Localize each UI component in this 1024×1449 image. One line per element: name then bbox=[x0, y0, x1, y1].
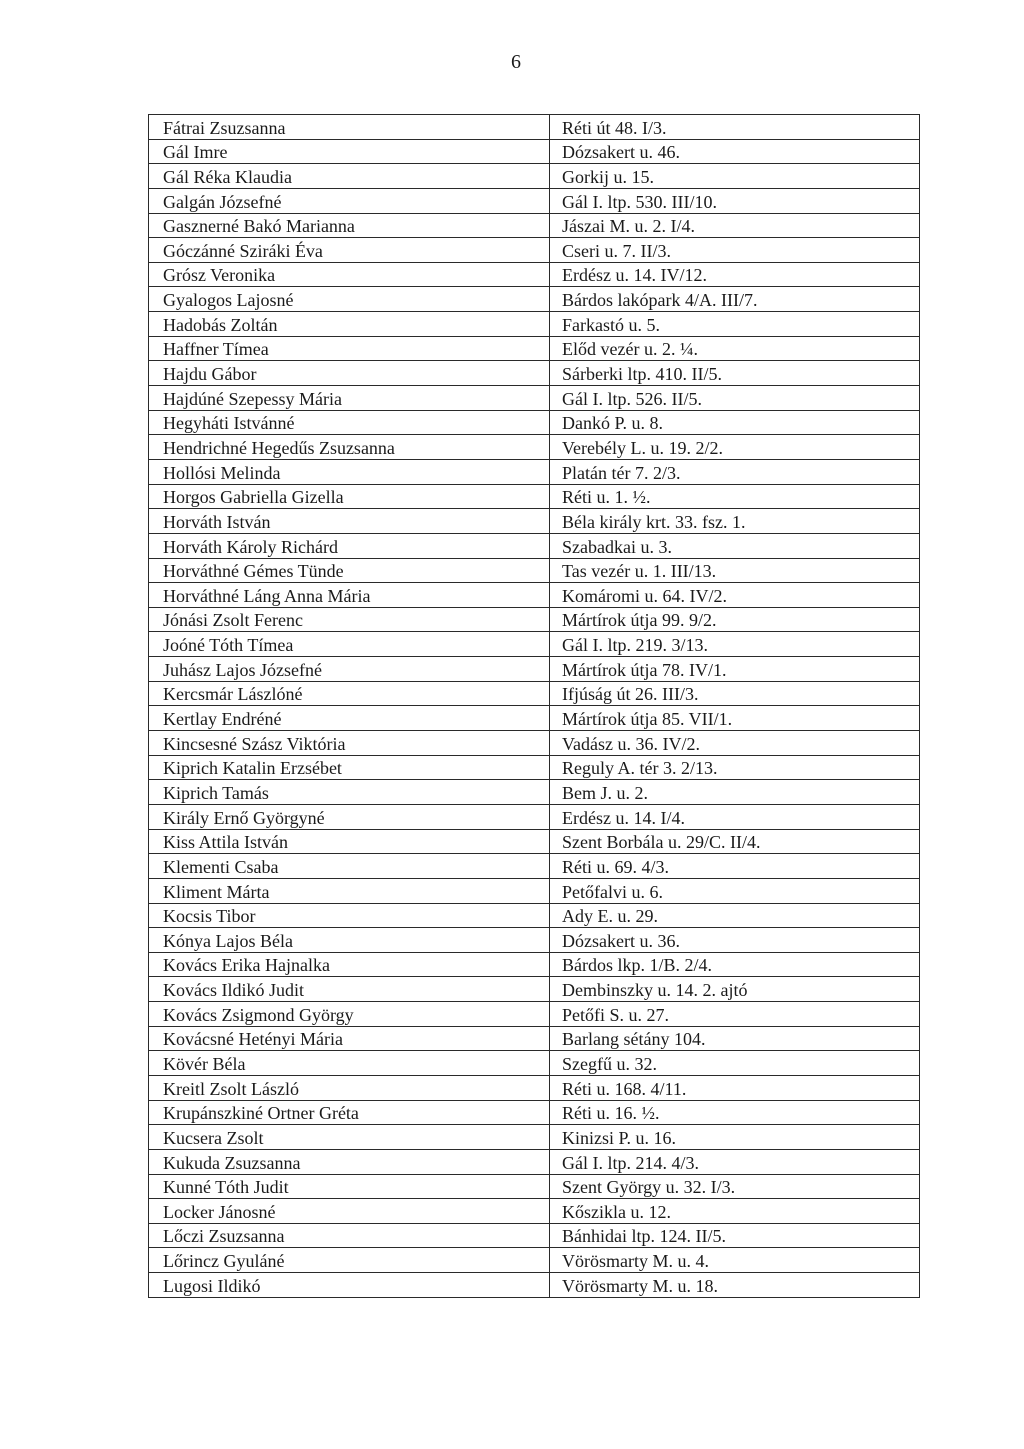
address-cell: Szent György u. 32. I/3. bbox=[550, 1174, 920, 1199]
address-cell: Cseri u. 7. II/3. bbox=[550, 238, 920, 263]
address-cell: Réti u. 16. ½. bbox=[550, 1100, 920, 1125]
address-cell: Dembinszky u. 14. 2. ajtó bbox=[550, 977, 920, 1002]
address-cell: Béla király krt. 33. fsz. 1. bbox=[550, 509, 920, 534]
address-cell: Kőszikla u. 12. bbox=[550, 1199, 920, 1224]
person-name-cell: Kövér Béla bbox=[149, 1051, 550, 1076]
person-name-cell: Kovács Zsigmond György bbox=[149, 1002, 550, 1027]
person-name-cell: Krupánszkiné Ortner Gréta bbox=[149, 1100, 550, 1125]
address-cell: Vadász u. 36. IV/2. bbox=[550, 731, 920, 756]
address-cell: Gál I. ltp. 530. III/10. bbox=[550, 188, 920, 213]
table-row bbox=[149, 139, 920, 164]
address-cell: Kinizsi P. u. 16. bbox=[550, 1125, 920, 1150]
person-name-cell: Horváth Károly Richárd bbox=[149, 533, 550, 558]
table-row bbox=[149, 657, 920, 682]
person-name-cell: Kocsis Tibor bbox=[149, 903, 550, 928]
person-name-cell: Hendrichné Hegedűs Zsuzsanna bbox=[149, 435, 550, 460]
person-name-cell: Kreitl Zsolt László bbox=[149, 1075, 550, 1100]
address-cell: Réti út 48. I/3. bbox=[550, 115, 920, 140]
person-name-cell: Horgos Gabriella Gizella bbox=[149, 484, 550, 509]
address-cell: Verebély L. u. 19. 2/2. bbox=[550, 435, 920, 460]
table-body bbox=[149, 115, 920, 1298]
address-cell: Erdész u. 14. I/4. bbox=[550, 804, 920, 829]
address-cell: Dózsakert u. 36. bbox=[550, 928, 920, 953]
table-row bbox=[149, 854, 920, 879]
table-row bbox=[149, 287, 920, 312]
name-address-table bbox=[148, 114, 920, 1298]
person-name-cell: Fátrai Zsuzsanna bbox=[149, 115, 550, 140]
table-row bbox=[149, 1174, 920, 1199]
address-cell: Gál I. ltp. 214. 4/3. bbox=[550, 1149, 920, 1174]
person-name-cell: Hajdúné Szepessy Mária bbox=[149, 386, 550, 411]
table-row bbox=[149, 632, 920, 657]
person-name-cell: Kovács Ildikó Judit bbox=[149, 977, 550, 1002]
person-name-cell: Galgán Józsefné bbox=[149, 188, 550, 213]
person-name-cell: Kincsesné Szász Viktória bbox=[149, 731, 550, 756]
person-name-cell: Horváth István bbox=[149, 509, 550, 534]
table-row bbox=[149, 1075, 920, 1100]
table-row bbox=[149, 1273, 920, 1298]
address-cell: Előd vezér u. 2. ¼. bbox=[550, 336, 920, 361]
address-cell: Dankó P. u. 8. bbox=[550, 410, 920, 435]
table-row bbox=[149, 386, 920, 411]
table-row bbox=[149, 213, 920, 238]
address-cell: Erdész u. 14. IV/12. bbox=[550, 262, 920, 287]
address-cell: Komáromi u. 64. IV/2. bbox=[550, 583, 920, 608]
table-row bbox=[149, 435, 920, 460]
person-name-cell: Hajdu Gábor bbox=[149, 361, 550, 386]
person-name-cell: Kiprich Katalin Erzsébet bbox=[149, 755, 550, 780]
person-name-cell: Kunné Tóth Judit bbox=[149, 1174, 550, 1199]
table-row bbox=[149, 188, 920, 213]
table-row bbox=[149, 804, 920, 829]
person-name-cell: Grósz Veronika bbox=[149, 262, 550, 287]
address-cell: Szegfű u. 32. bbox=[550, 1051, 920, 1076]
address-cell: Barlang sétány 104. bbox=[550, 1026, 920, 1051]
table-row bbox=[149, 681, 920, 706]
address-cell: Petőfi S. u. 27. bbox=[550, 1002, 920, 1027]
address-cell: Mártírok útja 78. IV/1. bbox=[550, 657, 920, 682]
address-cell: Mártírok útja 99. 9/2. bbox=[550, 607, 920, 632]
address-cell: Farkastó u. 5. bbox=[550, 312, 920, 337]
person-name-cell: Juhász Lajos Józsefné bbox=[149, 657, 550, 682]
person-name-cell: Klementi Csaba bbox=[149, 854, 550, 879]
address-cell: Réti u. 69. 4/3. bbox=[550, 854, 920, 879]
person-name-cell: Hadobás Zoltán bbox=[149, 312, 550, 337]
person-name-cell: Hollósi Melinda bbox=[149, 459, 550, 484]
table-row bbox=[149, 509, 920, 534]
address-cell: Bánhidai ltp. 124. II/5. bbox=[550, 1223, 920, 1248]
table-row bbox=[149, 731, 920, 756]
table-row bbox=[149, 1149, 920, 1174]
address-cell: Réti u. 168. 4/11. bbox=[550, 1075, 920, 1100]
address-cell: Vörösmarty M. u. 18. bbox=[550, 1273, 920, 1298]
person-name-cell: Kovács Erika Hajnalka bbox=[149, 952, 550, 977]
page-number: 6 bbox=[511, 51, 521, 73]
person-name-cell: Horváthné Gémes Tünde bbox=[149, 558, 550, 583]
table-row bbox=[149, 164, 920, 189]
person-name-cell: Kertlay Endréné bbox=[149, 706, 550, 731]
person-name-cell: Kukuda Zsuzsanna bbox=[149, 1149, 550, 1174]
address-cell: Platán tér 7. 2/3. bbox=[550, 459, 920, 484]
table-row bbox=[149, 977, 920, 1002]
address-cell: Gál I. ltp. 219. 3/13. bbox=[550, 632, 920, 657]
table-row bbox=[149, 336, 920, 361]
table-row bbox=[149, 1125, 920, 1150]
address-cell: Reguly A. tér 3. 2/13. bbox=[550, 755, 920, 780]
table-row bbox=[149, 755, 920, 780]
table-row bbox=[149, 1026, 920, 1051]
address-cell: Tas vezér u. 1. III/13. bbox=[550, 558, 920, 583]
table-row bbox=[149, 607, 920, 632]
address-cell: Bárdos lkp. 1/B. 2/4. bbox=[550, 952, 920, 977]
table-row bbox=[149, 878, 920, 903]
table-row bbox=[149, 1248, 920, 1273]
address-cell: Ifjúság út 26. III/3. bbox=[550, 681, 920, 706]
table-row bbox=[149, 1002, 920, 1027]
person-name-cell: Haffner Tímea bbox=[149, 336, 550, 361]
table-row bbox=[149, 952, 920, 977]
table-row bbox=[149, 1051, 920, 1076]
person-name-cell: Lőczi Zsuzsanna bbox=[149, 1223, 550, 1248]
table-row bbox=[149, 459, 920, 484]
table-row bbox=[149, 706, 920, 731]
person-name-cell: Lugosi Ildikó bbox=[149, 1273, 550, 1298]
person-name-cell: Gál Réka Klaudia bbox=[149, 164, 550, 189]
table-row bbox=[149, 262, 920, 287]
person-name-cell: Király Ernő Györgyné bbox=[149, 804, 550, 829]
address-cell: Dózsakert u. 46. bbox=[550, 139, 920, 164]
table-row bbox=[149, 361, 920, 386]
table-row bbox=[149, 410, 920, 435]
table-row bbox=[149, 928, 920, 953]
address-cell: Szabadkai u. 3. bbox=[550, 533, 920, 558]
person-name-cell: Kucsera Zsolt bbox=[149, 1125, 550, 1150]
table-row bbox=[149, 558, 920, 583]
address-cell: Gál I. ltp. 526. II/5. bbox=[550, 386, 920, 411]
table-row bbox=[149, 1223, 920, 1248]
table-row bbox=[149, 583, 920, 608]
address-cell: Petőfalvi u. 6. bbox=[550, 878, 920, 903]
address-cell: Sárberki ltp. 410. II/5. bbox=[550, 361, 920, 386]
table-row bbox=[149, 533, 920, 558]
address-cell: Bárdos lakópark 4/A. III/7. bbox=[550, 287, 920, 312]
person-name-cell: Jónási Zsolt Ferenc bbox=[149, 607, 550, 632]
person-name-cell: Horváthné Láng Anna Mária bbox=[149, 583, 550, 608]
address-cell: Gorkij u. 15. bbox=[550, 164, 920, 189]
person-name-cell: Locker Jánosné bbox=[149, 1199, 550, 1224]
person-name-cell: Kercsmár Lászlóné bbox=[149, 681, 550, 706]
address-cell: Mártírok útja 85. VII/1. bbox=[550, 706, 920, 731]
table-row bbox=[149, 1100, 920, 1125]
address-cell: Szent Borbála u. 29/C. II/4. bbox=[550, 829, 920, 854]
person-name-cell: Kiprich Tamás bbox=[149, 780, 550, 805]
table-row bbox=[149, 238, 920, 263]
address-cell: Bem J. u. 2. bbox=[550, 780, 920, 805]
person-name-cell: Gyalogos Lajosné bbox=[149, 287, 550, 312]
address-cell: Jászai M. u. 2. I/4. bbox=[550, 213, 920, 238]
table-row bbox=[149, 829, 920, 854]
person-name-cell: Gál Imre bbox=[149, 139, 550, 164]
address-cell: Vörösmarty M. u. 4. bbox=[550, 1248, 920, 1273]
person-name-cell: Góczánné Sziráki Éva bbox=[149, 238, 550, 263]
person-name-cell: Kiss Attila István bbox=[149, 829, 550, 854]
table-row bbox=[149, 903, 920, 928]
person-name-cell: Lőrincz Gyuláné bbox=[149, 1248, 550, 1273]
person-name-cell: Kónya Lajos Béla bbox=[149, 928, 550, 953]
table-row bbox=[149, 484, 920, 509]
table-row bbox=[149, 115, 920, 140]
person-name-cell: Kliment Márta bbox=[149, 878, 550, 903]
table-row bbox=[149, 1199, 920, 1224]
table-row bbox=[149, 312, 920, 337]
person-name-cell: Kovácsné Hetényi Mária bbox=[149, 1026, 550, 1051]
address-cell: Ady E. u. 29. bbox=[550, 903, 920, 928]
person-name-cell: Joóné Tóth Tímea bbox=[149, 632, 550, 657]
person-name-cell: Gasznerné Bakó Marianna bbox=[149, 213, 550, 238]
table-row bbox=[149, 780, 920, 805]
person-name-cell: Hegyháti Istvánné bbox=[149, 410, 550, 435]
address-cell: Réti u. 1. ½. bbox=[550, 484, 920, 509]
